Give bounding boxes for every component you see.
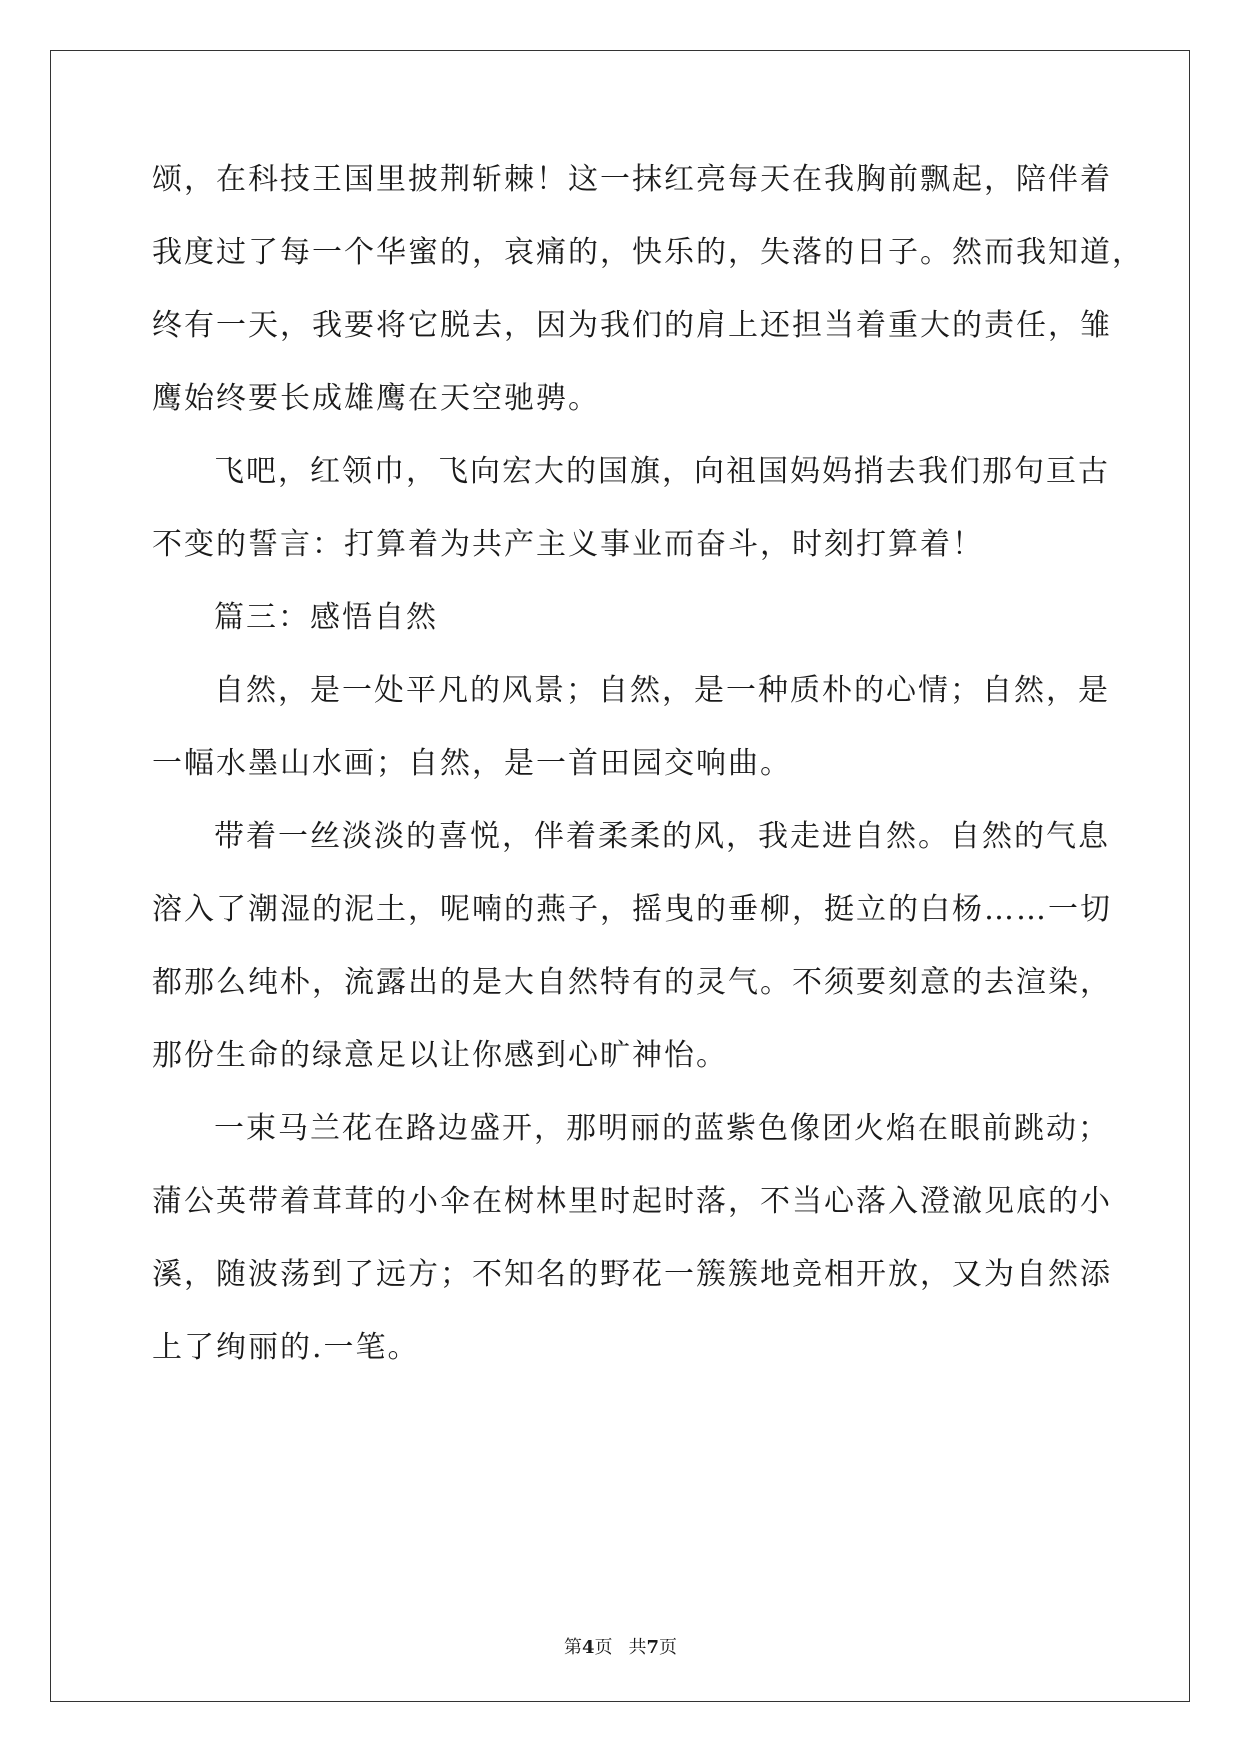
text-line: 蒲公英带着茸茸的小伞在树林里时起时落，不当心落入澄澈见底的小 [152,1184,1112,1219]
text-line: 溶入了潮湿的泥土，呢喃的燕子，摇曳的垂柳，挺立的白杨……一切 [152,892,1112,927]
total-suffix: 页 [659,1637,678,1658]
text-line: 一束马兰花在路边盛开，那明丽的蓝紫色像团火焰在眼前跳动； [214,1111,1110,1146]
text-line: 不变的誓言：打算着为共产主义事业而奋斗，时刻打算着！ [152,527,984,562]
total-prefix: 共 [628,1637,647,1658]
text-line: 带着一丝淡淡的喜悦，伴着柔柔的风，我走进自然。自然的气息 [214,819,1110,854]
text-line: 飞吧，红领巾，飞向宏大的国旗，向祖国妈妈捎去我们那句亘古 [214,454,1110,489]
total-pages: 7 [646,1637,660,1658]
text-line: 我度过了每一个华蜜的，哀痛的，快乐的，失落的日子。然而我知道， [152,235,1144,270]
section-heading: 篇三：感悟自然 [214,600,438,635]
text-line: 自然，是一处平凡的风景；自然，是一种质朴的心情；自然，是 [214,673,1110,708]
text-line: 一幅水墨山水画；自然，是一首田园交响曲。 [152,746,792,781]
text-line: 颂，在科技王国里披荆斩棘！这一抹红亮每天在我胸前飘起，陪伴着 [152,162,1112,197]
page-border [50,50,1190,1702]
text-line: 上了绚丽的.一笔。 [152,1330,420,1365]
text-line: 都那么纯朴，流露出的是大自然特有的灵气。不须要刻意的去渲染， [152,965,1112,1000]
text-line: 溪，随波荡到了远方；不知名的野花一簇簇地竞相开放，又为自然添 [152,1257,1112,1292]
text-line: 那份生命的绿意足以让你感到心旷神怡。 [152,1038,728,1073]
page-prefix: 第 [563,1637,582,1658]
text-line: 鹰始终要长成雄鹰在天空驰骋。 [152,381,600,416]
page-number: 4 [581,1637,595,1658]
page-suffix: 页 [594,1637,613,1658]
text-line: 终有一天，我要将它脱去，因为我们的肩上还担当着重大的责任，雏 [152,308,1112,343]
page-footer [0,1636,1241,1660]
